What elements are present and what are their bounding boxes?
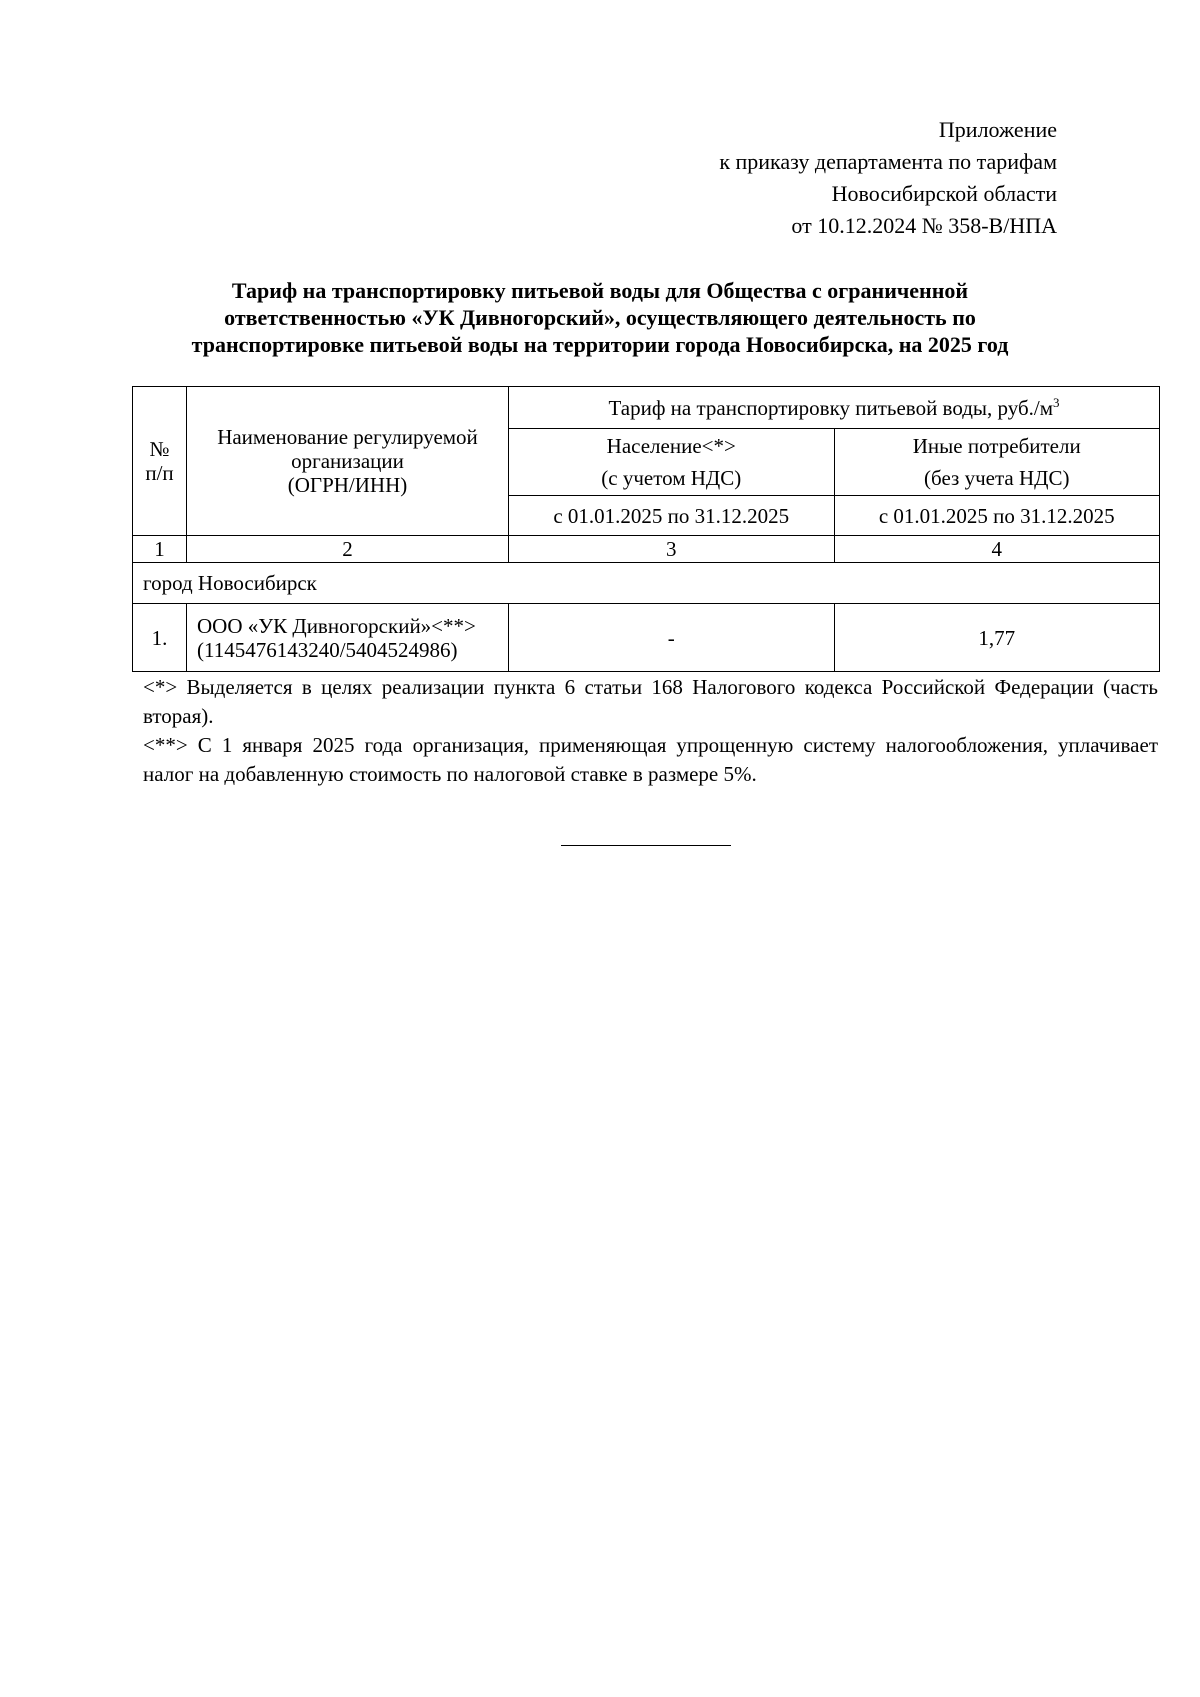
header-population-line-1: Население<*>: [606, 434, 736, 458]
row-others-tariff: 1,77: [834, 604, 1160, 672]
header-others: [834, 429, 1160, 496]
separator-line: [561, 845, 731, 846]
section-city: город Новосибирск: [133, 563, 1160, 604]
column-number-3: 3: [509, 536, 835, 563]
header-num: [133, 387, 187, 536]
header-tariff-unit-sup: 3: [1053, 394, 1060, 410]
column-number-row: [133, 536, 1160, 563]
column-number-4: 4: [834, 536, 1160, 563]
header-others-line-1: Иные потребители: [912, 434, 1081, 458]
column-number-1: 1: [133, 536, 187, 563]
title-line-1: Тариф на транспортировку питьевой воды для Общества с ограниченной: [231, 278, 969, 303]
table-row: [133, 604, 1160, 672]
header-org-name: [187, 387, 509, 536]
header-others-period: с 01.01.2025 по 31.12.2025: [834, 496, 1160, 536]
appendix-header: [719, 114, 1057, 242]
row-population-tariff: -: [509, 604, 835, 672]
header-org-line-3: (ОГРН/ИНН): [287, 473, 408, 497]
footnotes: [143, 673, 1158, 789]
header-tariff-label: Тариф на транспортировку питьевой воды, руб./м: [608, 395, 1054, 420]
row-org-ids: (1145476143240/5404524986): [197, 637, 458, 662]
appendix-line-1: Приложение: [938, 117, 1057, 142]
header-org-line-2: организации: [291, 449, 404, 473]
tariff-table: [132, 386, 1160, 672]
footnote-2: <**> С 1 января 2025 года организация, применяющая упрощенную систему налогообложения, уплачивает налог на добавленную стоимость по налоговой ставке в размере 5%.: [143, 733, 1158, 786]
header-population-period: с 01.01.2025 по 31.12.2025: [509, 496, 835, 536]
header-population-line-2: (с учетом НДС): [601, 466, 742, 490]
row-org: [187, 604, 509, 672]
title-line-3: транспортировке питьевой воды на территории города Новосибирска, на 2025 год: [191, 332, 1009, 357]
document-title: [140, 277, 1060, 358]
header-num-label: № п/п: [145, 437, 174, 485]
header-tariff-group: [509, 387, 1160, 429]
header-population: [509, 429, 835, 496]
column-number-2: 2: [187, 536, 509, 563]
appendix-line-4: от 10.12.2024 № 358-В/НПА: [791, 213, 1057, 238]
row-org-name: ООО «УК Дивногорский»<**>: [197, 613, 476, 638]
header-others-line-2: (без учета НДС): [924, 466, 1070, 490]
appendix-line-2: к приказу департамента по тарифам: [719, 149, 1057, 174]
appendix-line-3: Новосибирской области: [831, 181, 1057, 206]
header-org-line-1: Наименование регулируемой: [217, 425, 478, 449]
section-row: [133, 563, 1160, 604]
footnote-1: <*> Выделяется в целях реализации пункта 6 статьи 168 Налогового кодекса Российской Федерации (часть вторая).: [143, 675, 1158, 728]
title-line-2: ответственностью «УК Дивногорский», осуществляющего деятельность по: [224, 305, 976, 330]
row-num: 1.: [133, 604, 187, 672]
